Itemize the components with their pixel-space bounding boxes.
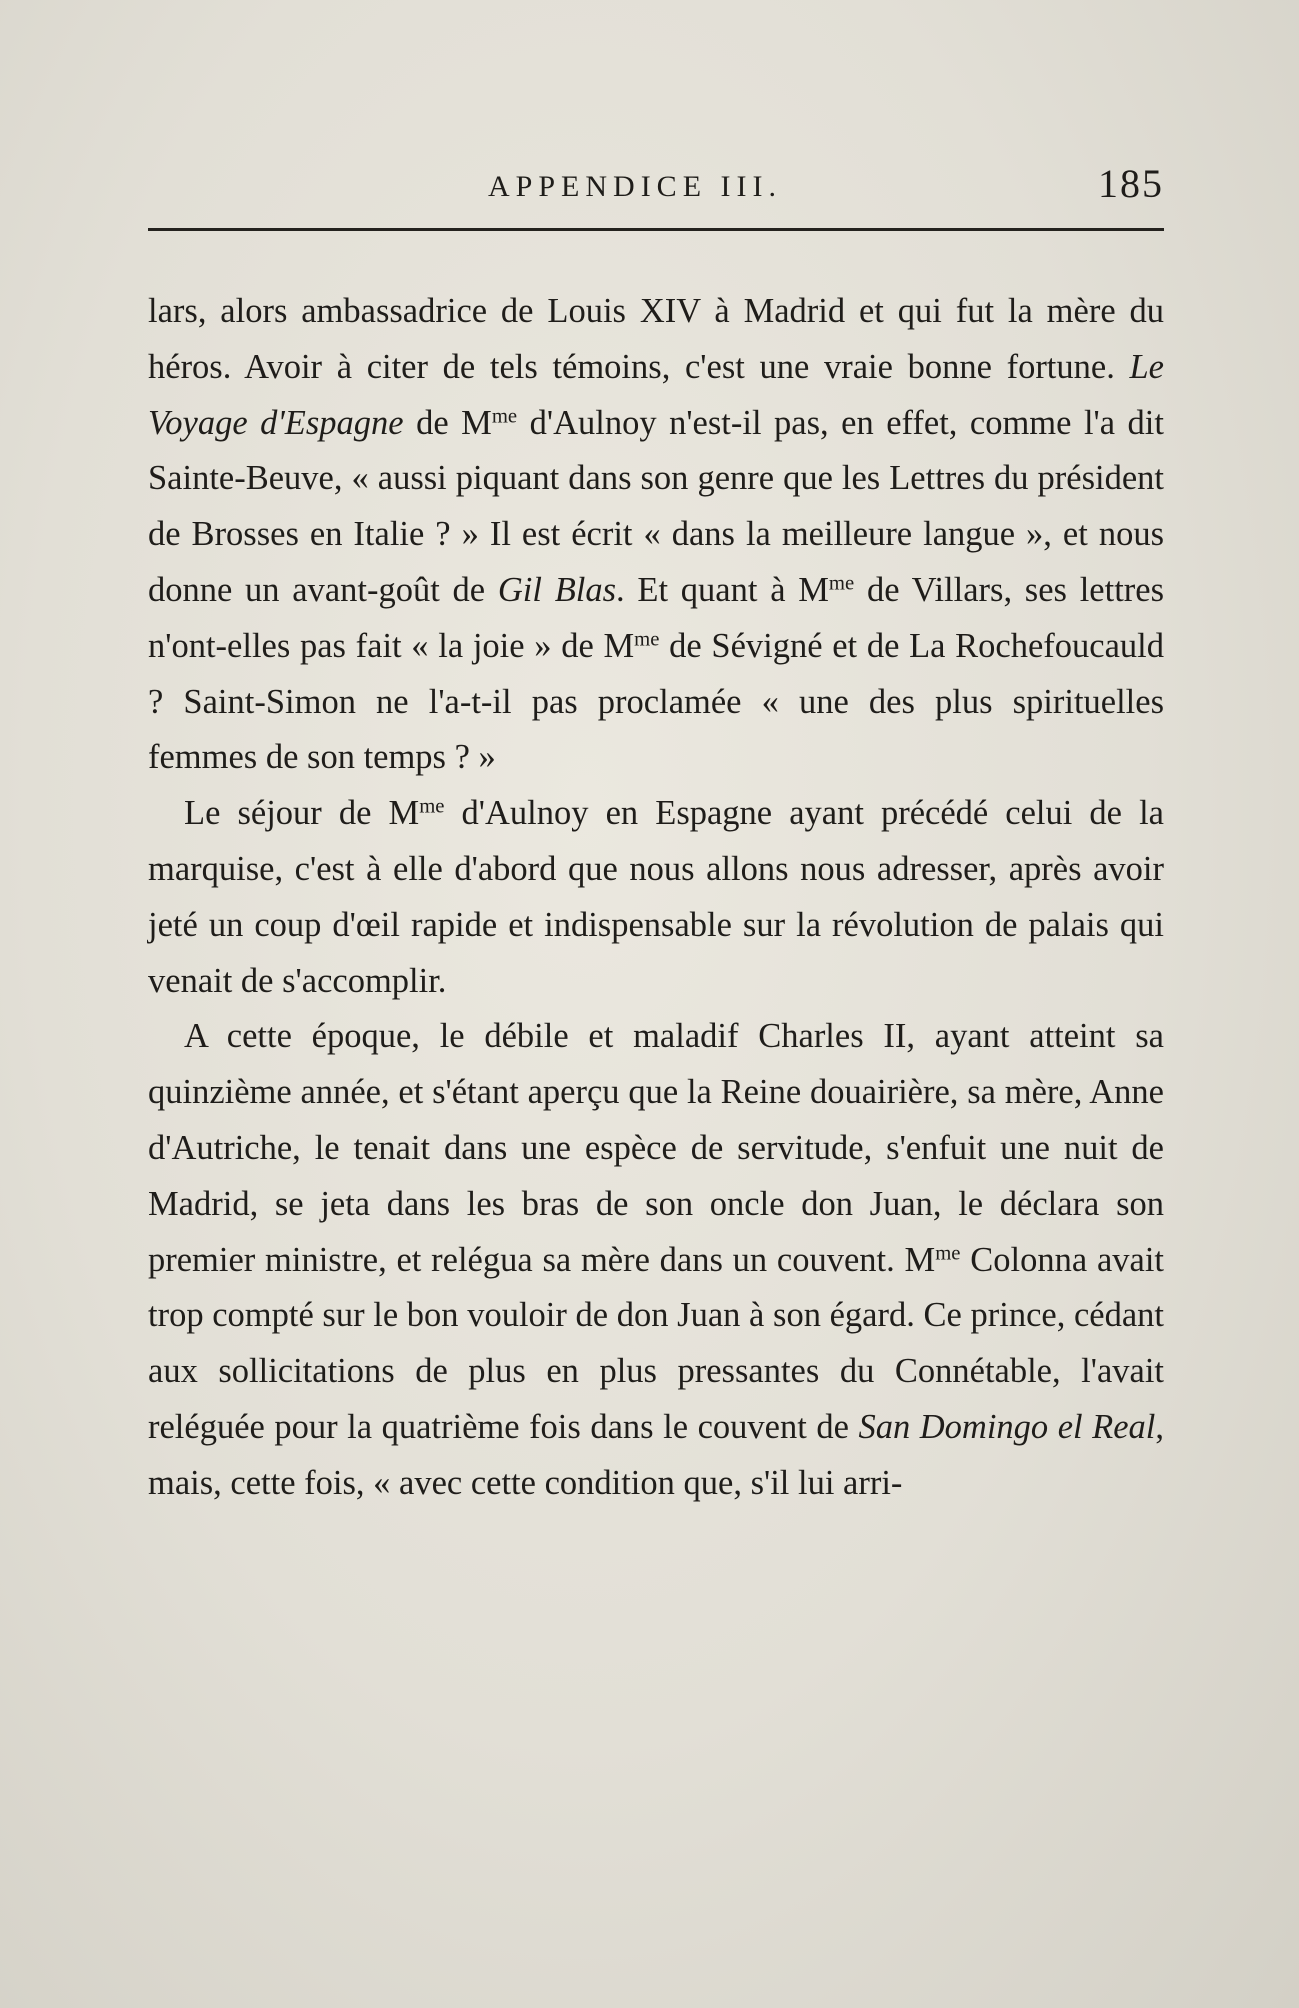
- text-run: Colonna avait trop compté sur le bon vouloir de don Juan à son égard. Ce prince, cédant aux sollicitations de plus en plus pressantes du Connétable, l'avait reléguée pour la quatrième fois dans le couvent de: [148, 1240, 1164, 1446]
- superscript-abbrev: me: [419, 795, 445, 818]
- superscript-abbrev: me: [935, 1242, 961, 1265]
- superscript-abbrev: me: [491, 405, 518, 428]
- paragraph-continued: [148, 284, 1164, 786]
- text-run: Le séjour de M: [184, 794, 420, 833]
- book-title-italic: Le Voyage d'Espagne: [148, 347, 1164, 442]
- text-run: . Et quant à M: [616, 570, 829, 609]
- text-run: A cette époque, le débile et maladif Charles II, ayant atteint sa quinzième année, et s'étant aperçu que la Reine douairière, sa mère, Anne d'Autriche, le tenait dans une espèce de servitude, s'enfuit une nuit de Madrid, se jeta dans les bras de son oncle don Juan, le déclara son premier ministre, et relégua sa mère dans un couvent. M: [148, 1017, 1164, 1279]
- text-run: de Villars, ses lettres n'ont-elles pas fait « la joie » de M: [148, 570, 1165, 665]
- place-name-italic: San Domingo el Real: [858, 1407, 1156, 1446]
- superscript-abbrev: me: [828, 572, 855, 595]
- page-number: 185: [1098, 161, 1164, 206]
- header-rule: [148, 228, 1164, 231]
- paragraph: [148, 786, 1164, 1009]
- text-run: d'Aulnoy en Espagne ayant précédé celui de la marquise, c'est à elle d'abord que nous allons nous adresser, après avoir jeté un coup d'œil rapide et indispensable sur la révolution de palais qui venait de s'accomplir.: [148, 794, 1164, 1000]
- page-header: [148, 160, 1164, 230]
- text-run: de Sévigné et de La Rochefoucauld ? Saint-Simon ne l'a-t-il pas proclamée « une des plus spirituelles femmes de son temps ? »: [148, 626, 1164, 777]
- running-head: APPENDICE III.: [488, 170, 782, 203]
- text-run: d'Aulnoy n'est-il pas, en effet, comme l'a dit Sainte-Beuve, « aussi piquant dans son genre que les Lettres du président de Brosses en Italie ? » Il est écrit « dans la meilleure langue », et nous donne un avant-goût de: [148, 403, 1164, 609]
- body-text: [148, 284, 1164, 1512]
- book-title-italic: Gil Blas: [497, 570, 617, 609]
- text-run: , mais, cette fois, « avec cette condition que, s'il lui arri-: [148, 1407, 1164, 1502]
- superscript-abbrev: me: [634, 628, 660, 651]
- text-run: lars, alors ambassadrice de Louis XIV à Madrid et qui fut la mère du héros. Avoir à citer de tels témoins, c'est une vraie bonne fortune.: [148, 292, 1164, 386]
- text-run: de M: [403, 403, 492, 442]
- paragraph: [148, 1009, 1164, 1511]
